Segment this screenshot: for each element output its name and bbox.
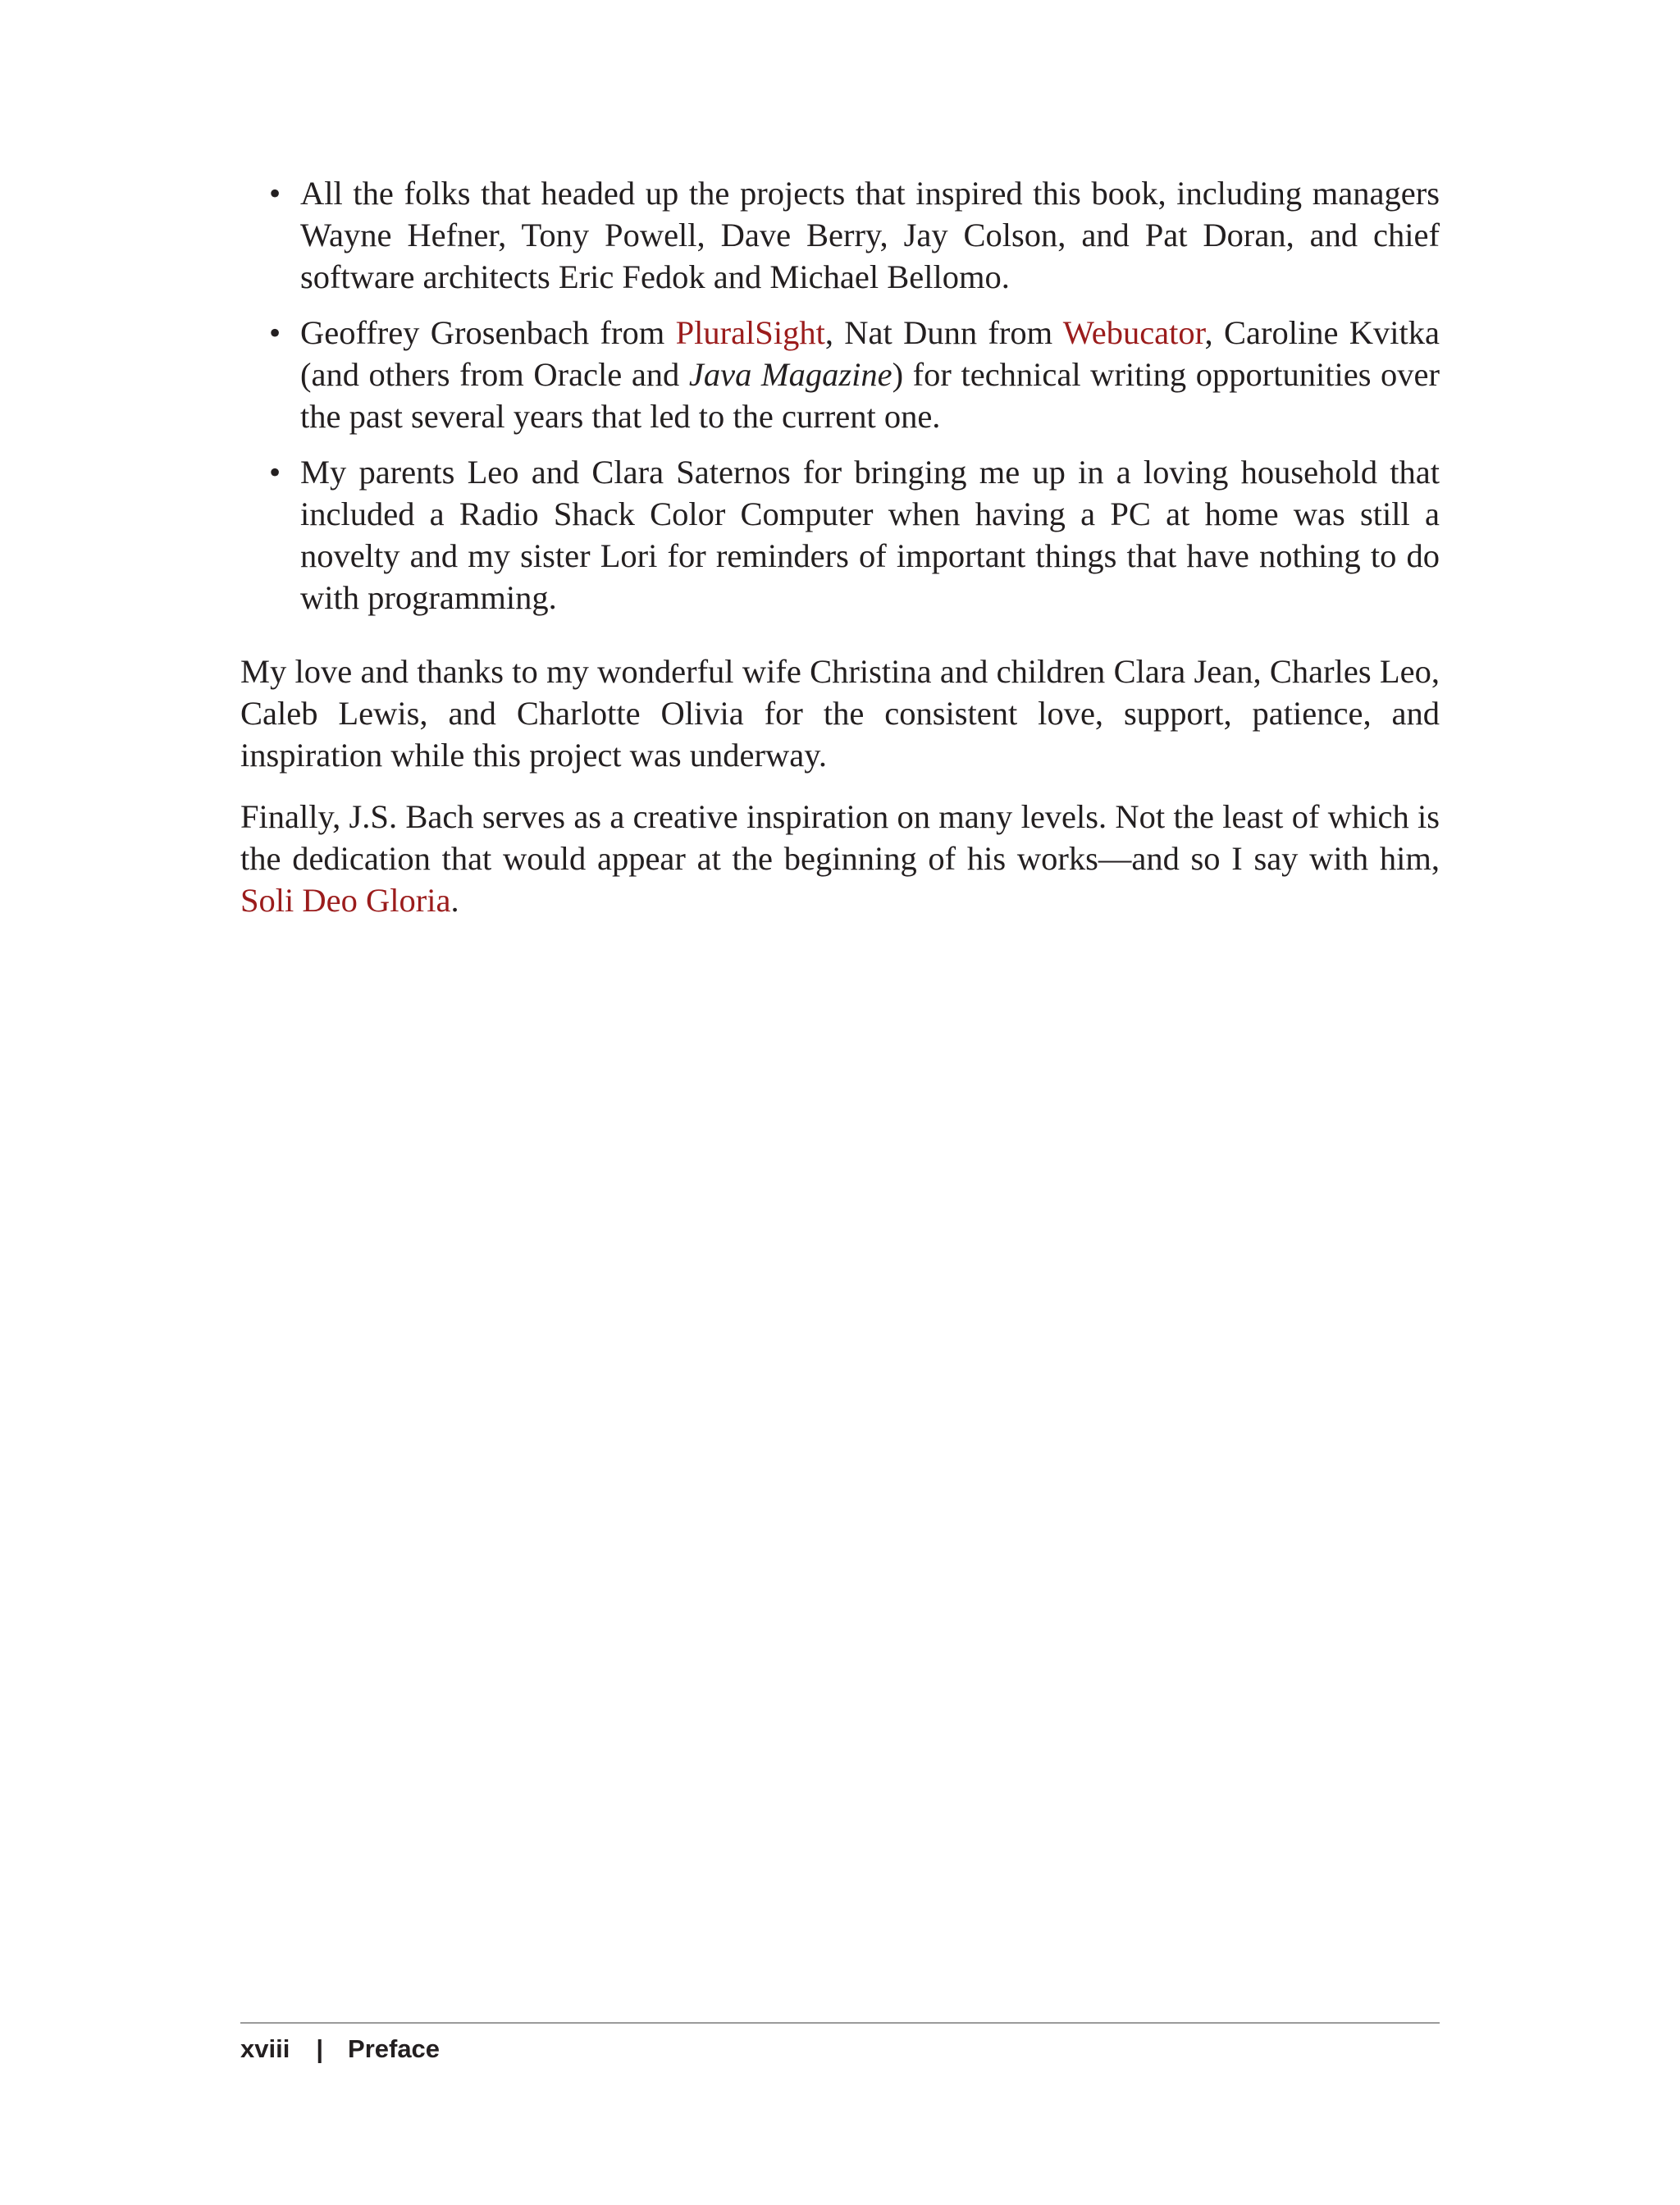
- bullet-icon: •: [269, 175, 281, 212]
- acknowledgements-list: [240, 172, 1440, 619]
- webucator-link[interactable]: Webucator: [1062, 314, 1205, 351]
- footer-rule: [240, 2022, 1440, 2024]
- list-item-text: , Nat Dunn from: [824, 314, 1063, 351]
- family-thanks-paragraph: My love and thanks to my wonderful wife Christina and children Clara Jean, Charles Leo, Caleb Lewis, and Charlotte Olivia for the consistent love, support, patience, and inspiration while this project was underway.: [240, 653, 1440, 774]
- bullet-icon: •: [269, 454, 281, 491]
- pluralsight-link[interactable]: PluralSight: [675, 314, 825, 351]
- page-footer: [240, 2033, 440, 2066]
- section-name: Preface: [348, 2034, 441, 2063]
- closing-punctuation: .: [450, 882, 459, 919]
- list-item: [240, 451, 1440, 619]
- closing-text: Finally, J.S. Bach serves as a creative inspiration on many levels. Not the least of which is the dedication that would appear at the beginning of his works—and so I say with him,: [240, 798, 1440, 877]
- list-item-text: , Caroline Kvitka (and others from Oracle and: [300, 314, 1440, 393]
- list-item: [240, 172, 1440, 298]
- list-item-text: My parents Leo and Clara Saternos for bringing me up in a loving household that included a Radio Shack Color Computer when having a PC at home was still a novelty and my sister Lori for reminders of important things that have nothing to do with programming.: [300, 454, 1440, 616]
- closing-paragraph: [240, 796, 1440, 921]
- soli-deo-gloria-link[interactable]: Soli Deo Gloria: [240, 882, 451, 919]
- bullet-icon: •: [269, 314, 281, 351]
- java-magazine-title: Java Magazine: [688, 356, 892, 393]
- list-item-text: ) for technical writing opportunities over the past several years that led to the current one.: [300, 356, 1440, 435]
- page-number: xviii: [240, 2034, 290, 2063]
- list-item-text: All the folks that headed up the projects that inspired this book, including managers Wayne Hefner, Tony Powell, Dave Berry, Jay Colson, and Pat Doran, and chief software architects Eric Fedok and Michael Bellomo.: [300, 175, 1440, 295]
- footer-separator: |: [316, 2034, 324, 2063]
- list-item: [240, 312, 1440, 437]
- page-content: [240, 172, 1440, 921]
- list-item-text: Geoffrey Grosenbach from: [300, 314, 676, 351]
